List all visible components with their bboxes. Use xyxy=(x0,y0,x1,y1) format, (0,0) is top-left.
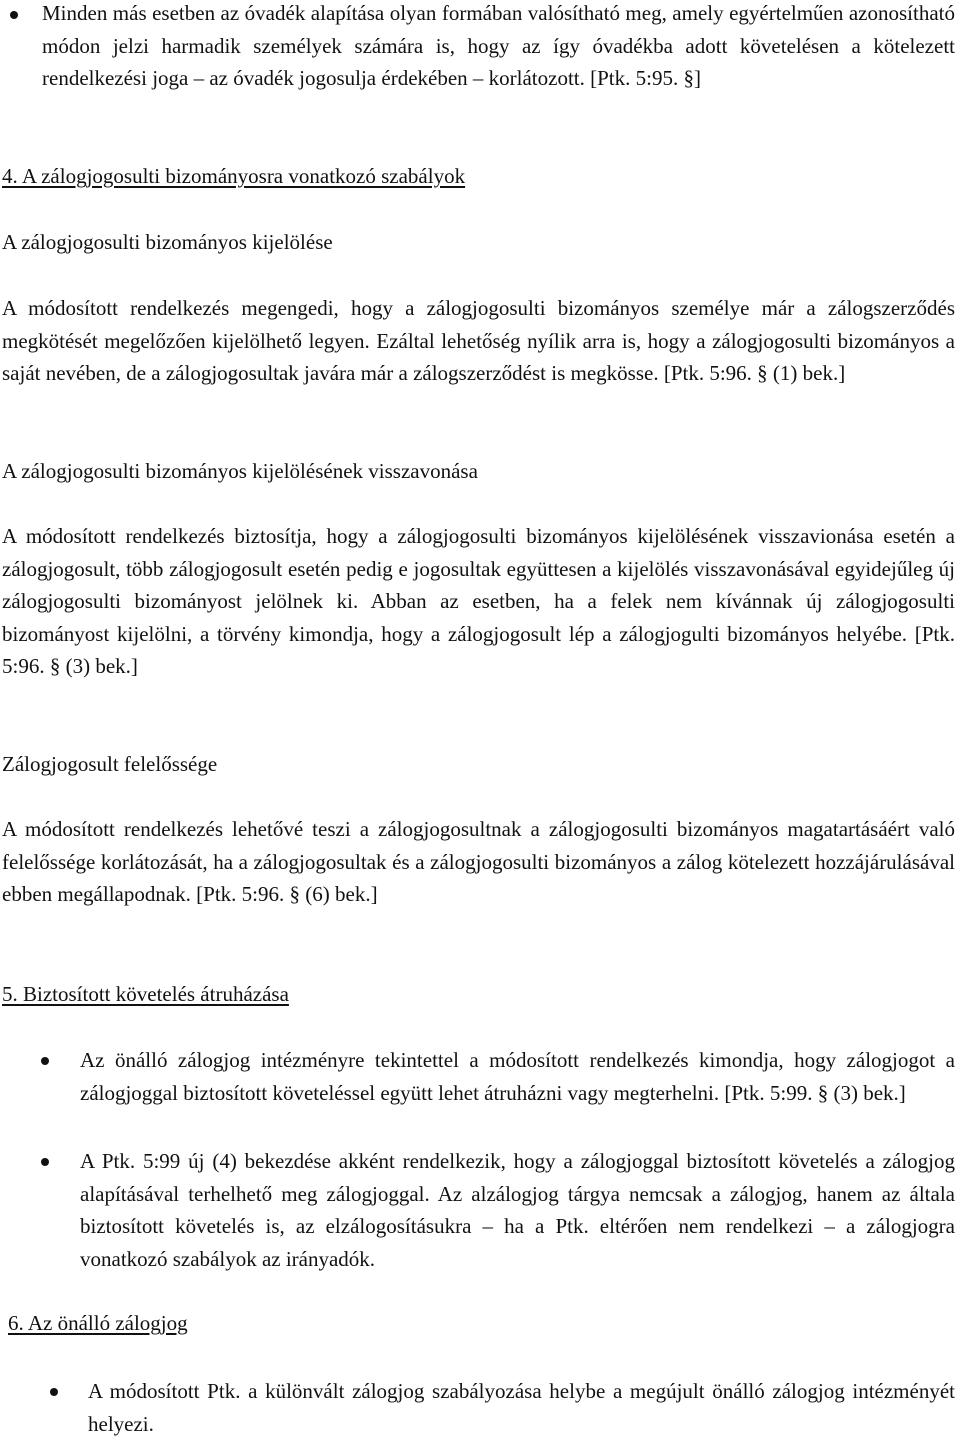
bullet-icon xyxy=(41,1057,49,1065)
intro-bullet-text: Minden más esetben az óvadék alapítása olyan formában valósítható meg, amely egyértelműen azonosítható módon jelzi harmadik személyek számára is, hogy az így óvadékba adott követelésen a kötelezett rendelkezési joga – az óvadék jogosulja érdekében – korlátozott. [Ptk. 5:95. §] xyxy=(42,1,955,90)
section-4-sub1-title: A zálogjogosulti bizományos kijelölése xyxy=(2,230,333,254)
bullet-icon xyxy=(41,1158,49,1166)
section-4-sub2-text: A módosított rendelkezés biztosítja, hogy a zálogjogosulti bizományos kijelölésének visszavionása esetén a zálogjogosult, több zálogjogosult esetén pedig e jogosultak együttesen a kijelölés visszavonásával egyidejűleg új zálogjogosulti bizományost jelölnek ki. Abban az esetben, ha a felek nem kívánnak új zálogjogosulti bizományost kijelölni, a törvény kimondja, hogy a zálogjogosult lép a zálogjogulti bizományos helyébe. [Ptk. 5:96. § (3) bek.] xyxy=(2,524,955,678)
section-4-sub3-title: Zálogjogosult felelőssége xyxy=(2,752,218,776)
section-4-sub3-paragraph xyxy=(2,813,955,911)
section-5-bullet-2-text: A Ptk. 5:99 új (4) bekezdése akként rendelkezik, hogy a zálogjoggal biztosított követelés a zálogjog alapításával terhelhető meg zálogjoggal. Az alzálogjog tárgya nemcsak a zálogjog, hanem az általa biztosított követelés is, az elzálogosításukra – ha a Ptk. eltérően nem rendelkezi – a zálogjogra vonatkozó szabályok az irányadók. xyxy=(80,1149,955,1271)
section-5-heading: 5. Biztosított követelés átruházása xyxy=(2,982,289,1006)
section-6-bullet-1-text: A módosított Ptk. a különvált zálogjog szabályozása helybe a megújult önálló zálogjog intézményét helyezi. xyxy=(88,1379,955,1436)
section-4-sub2-title: A zálogjogosulti bizományos kijelölésének visszavonása xyxy=(2,459,478,483)
section-4-sub2-paragraph xyxy=(2,520,955,683)
section-4-heading: 4. A zálogjogosulti bizományosra vonatkozó szabályok xyxy=(2,164,466,188)
section-5-bullet-1-text: Az önálló zálogjog intézményre tekintettel a módosított rendelkezés kimondja, hogy zálogjogot a zálogjoggal biztosított követeléssel együtt lehet átruházni vagy megterhelni. [Ptk. 5:99. § (3) bek.] xyxy=(80,1048,955,1105)
section-4-sub1-text: A módosított rendelkezés megengedi, hogy a zálogjogosulti bizományos személye már a zálogszerződés megkötését megelőzően kijelölhető legyen. Ezáltal lehetőség nyílik arra is, hogy a zálogjogosulti bizományos a saját nevében, de a zálogjogosultak javára már a zálogszerződést is megkösse. [Ptk. 5:96. § (1) bek.] xyxy=(2,296,955,385)
bullet-icon xyxy=(50,1388,58,1396)
section-4-sub3-text: A módosított rendelkezés lehetővé teszi a zálogjogosultnak a zálogjogosulti bizományos magatartásáért való felelőssége korlátozását, ha a zálogjogosultak és a zálogjogosulti bizományos a zálog kötelezett hozzájárulásával ebben megállapodnak. [Ptk. 5:96. § (6) bek.] xyxy=(2,817,955,906)
section-6-heading: 6. Az önálló zálogjog xyxy=(8,1311,188,1335)
bullet-icon xyxy=(10,11,18,19)
section-4-sub1-paragraph xyxy=(2,292,955,390)
